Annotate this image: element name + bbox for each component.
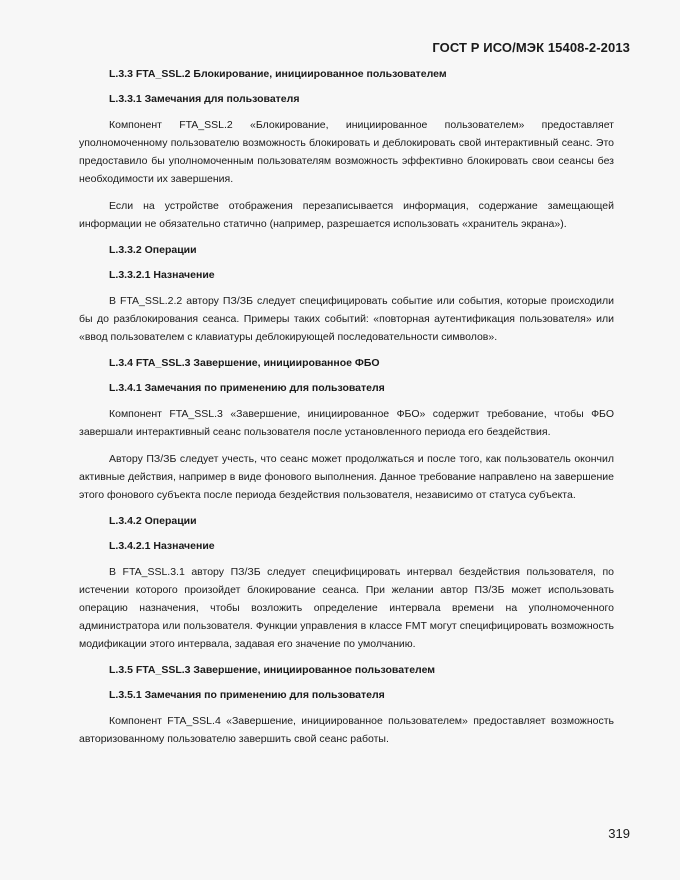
paragraph: Компонент FTA_SSL.4 «Завершение, инициированное пользователем» предоставляет возможность авторизованному пользователю завершить свой сеанс работы.	[79, 715, 614, 745]
section-heading: L.3.3.1 Замечания для пользователя	[109, 93, 300, 105]
section-heading: L.3.4.2 Операции	[109, 515, 197, 527]
paragraph: Компонент FTA_SSL.2 «Блокирование, инициированное пользователем» предоставляет уполномоченному пользователю возможность блокировать и деблокировать свой интерактивный сеанс. Это предоставило бы уполномоченным пользователям возможность эффективно блокировать свои сеансы без необходимости их завершения.	[79, 119, 614, 185]
paragraph: Если на устройстве отображения перезаписывается информация, содержание замещающей информации не обязательно статично (например, разрешается использовать «хранитель экрана»).	[79, 200, 614, 230]
section-heading: L.3.3.2.1 Назначение	[109, 269, 215, 281]
paragraph: Автору ПЗ/ЗБ следует учесть, что сеанс может продолжаться и после того, как пользователь окончил активные действия, например в виде фонового выполнения. Данное требование направлено на завершение этого фонового субъекта после периода бездействия пользователя, независимо от статуса субъекта.	[79, 453, 614, 501]
section-heading: L.3.3 FTA_SSL.2 Блокирование, инициированное пользователем	[109, 68, 447, 80]
paragraph: Компонент FTA_SSL.3 «Завершение, инициированное ФБО» содержит требование, чтобы ФБО завершали интерактивный сеанс пользователя после установленного периода его бездействия.	[79, 408, 614, 438]
section-heading: L.3.5.1 Замечания по применению для пользователя	[109, 689, 385, 701]
document-body	[79, 66, 614, 757]
section-heading: L.3.5 FTA_SSL.3 Завершение, инициированное пользователем	[109, 664, 436, 676]
paragraph: В FTA_SSL.2.2 автору ПЗ/ЗБ следует специфицировать событие или события, которые происходили бы до разблокирования сеанса. Примеры таких событий: «повторная аутентификация пользователя» или «ввод пользователем с клавиатуры деблокирующей последовательности символов».	[79, 295, 614, 343]
section-heading: L.3.4.1 Замечания по применению для пользователя	[109, 382, 385, 394]
section-heading: L.3.4 FTA_SSL.3 Завершение, инициированное ФБО	[109, 357, 380, 369]
paragraph: В FTA_SSL.3.1 автору ПЗ/ЗБ следует специфицировать интервал бездействия пользователя, по истечении которого произойдет блокирование сеанса. При желании автор ПЗ/ЗБ может использовать операцию назначения, чтобы возложить определение интервала времени на уполномоченного администратора или пользователя. Функции управления в классе FMT могут специфицировать возможность модификации этого интервала, задавая его значение по умолчанию.	[79, 566, 614, 650]
document-code: ГОСТ Р ИСО/МЭК 15408-2-2013	[432, 40, 630, 55]
page-number: 319	[608, 826, 630, 841]
section-heading: L.3.3.2 Операции	[109, 244, 197, 256]
section-heading: L.3.4.2.1 Назначение	[109, 540, 215, 552]
